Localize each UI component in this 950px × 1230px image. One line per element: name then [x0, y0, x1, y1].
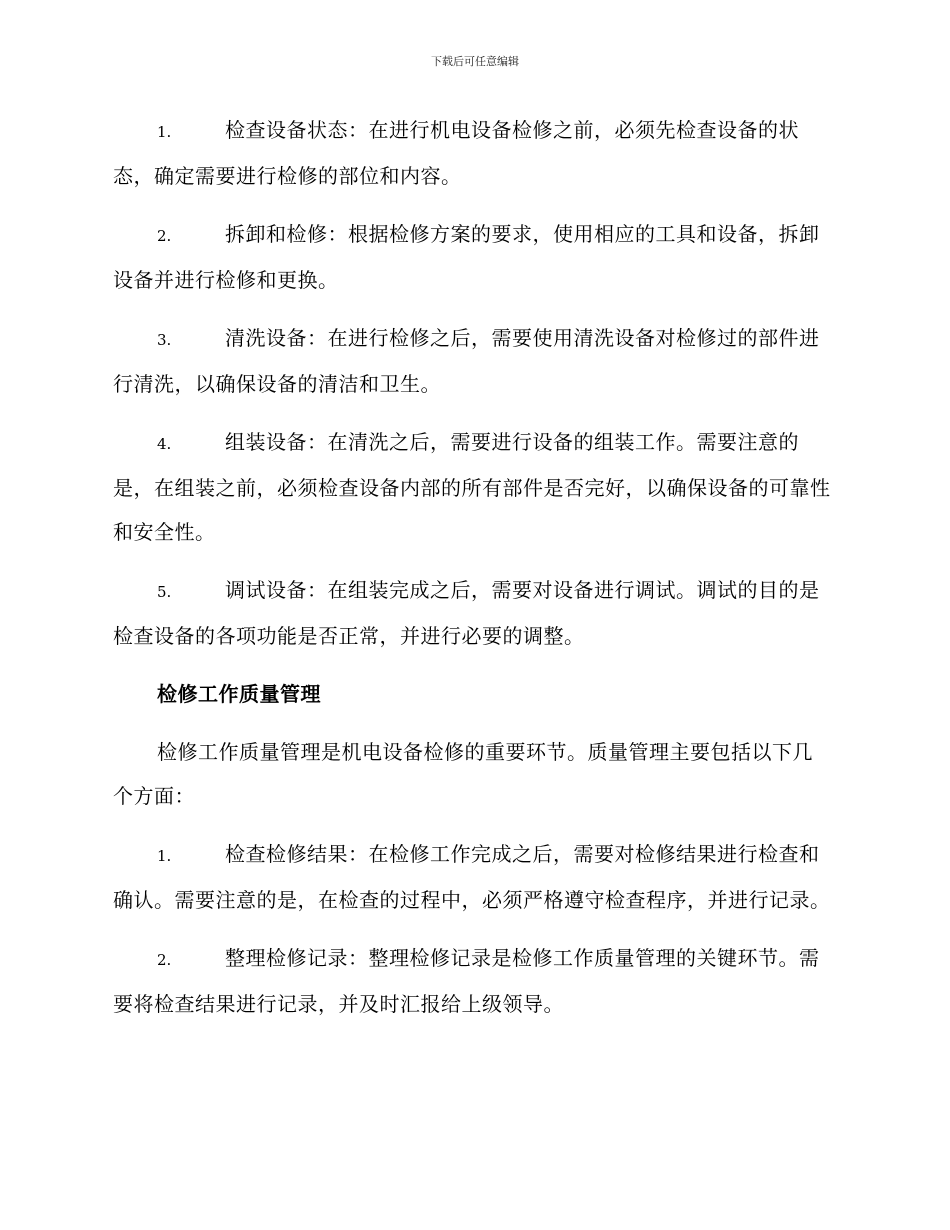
list-number: 1. — [157, 123, 172, 141]
list-text: 拆卸和检修：根据检修方案的要求，使用相应的工具和设备，拆卸设备并进行检修和更换。 — [113, 222, 820, 292]
list-item — [113, 420, 833, 554]
list-text: 组装设备：在清洗之后，需要进行设备的组装工作。需要注意的是，在组装之前，必须检查设备内部的所有部件是否完好，以确保设备的可靠性和安全性。 — [113, 430, 831, 544]
list-text: 整理检修记录：整理检修记录是检修工作质量管理的关键环节。需要将检查结果进行记录，并及时汇报给上级领导。 — [113, 946, 820, 1016]
list-number: 1. — [157, 847, 172, 865]
list-number: 4. — [157, 435, 172, 453]
section-intro: 检修工作质量管理是机电设备检修的重要环节。质量管理主要包括以下几个方面： — [113, 740, 813, 808]
page-header: 下载后可任意编辑 — [431, 55, 519, 68]
list-text: 检查设备状态：在进行机电设备检修之前，必须先检查设备的状态，确定需要进行检修的部位和内容。 — [113, 118, 799, 188]
list-item — [113, 832, 833, 922]
list-item — [113, 108, 833, 198]
document-body — [113, 108, 833, 1040]
list-item — [113, 568, 833, 658]
list-number: 3. — [157, 331, 172, 349]
list-number: 5. — [157, 583, 172, 601]
list-number: 2. — [157, 227, 172, 245]
list-item — [113, 212, 833, 302]
list-item — [113, 316, 833, 406]
section-heading: 检修工作质量管理 — [157, 682, 321, 706]
list-text: 清洗设备：在进行检修之后，需要使用清洗设备对检修过的部件进行清洗，以确保设备的清洁和卫生。 — [113, 326, 820, 396]
list-item — [113, 936, 833, 1026]
list-text: 检查检修结果：在检修工作完成之后，需要对检修结果进行检查和确认。需要注意的是，在检查的过程中，必须严格遵守检查程序，并进行记录。 — [113, 842, 831, 912]
list-number: 2. — [157, 951, 172, 969]
list-text: 调试设备：在组装完成之后，需要对设备进行调试。调试的目的是检查设备的各项功能是否正常，并进行必要的调整。 — [113, 578, 820, 648]
